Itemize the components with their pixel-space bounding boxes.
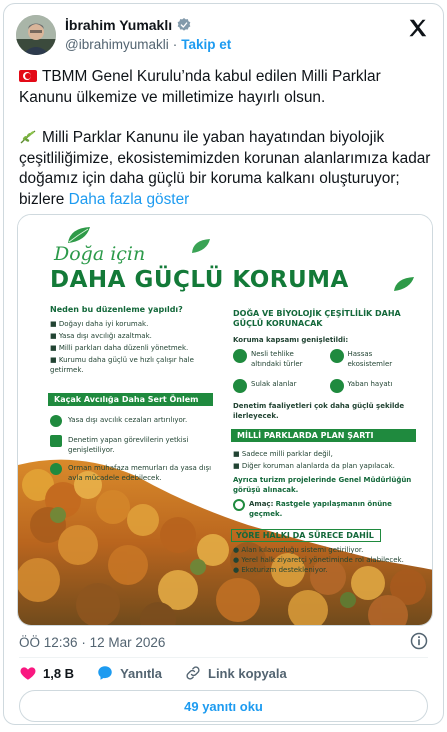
list-item: Denetim yapan görevlilerin yetkisi genişletiliyor. [50, 435, 222, 455]
herb-icon [19, 130, 37, 144]
tweet-paragraph-1: TBMM Genel Kurulu’nda kabul edilen Milli Parklar Kanunu ülkemize ve milletimize hayırlı olsun. [19, 68, 381, 106]
list-item: ● Yerel halk ziyaretçi yönetiminde rol alabilecek. [233, 556, 404, 564]
deer-icon [330, 379, 344, 393]
tweet-date: 12 Mar 2026 [89, 635, 166, 650]
left-heading: Neden bu düzenleme yapıldı? [50, 305, 183, 314]
leaf-icon [190, 237, 212, 255]
turkey-flag-icon [19, 70, 37, 82]
leaf-icon [392, 275, 416, 293]
target-icon [233, 499, 245, 511]
author-handle[interactable]: @ibrahimyumakli [65, 37, 169, 52]
goal-label: Amaç: [249, 500, 274, 508]
goal-line [233, 499, 418, 519]
tweet-image[interactable] [17, 214, 433, 626]
tweet-timestamp[interactable] [19, 635, 165, 650]
list-item: ■ Doğayı daha iyi korumak. [50, 320, 149, 328]
tweet-time: ÖÖ 12:36 [19, 635, 78, 650]
separator-dot: · [172, 37, 178, 52]
tweet-card [3, 3, 444, 725]
script-title: Doğa için [54, 243, 146, 265]
tweet-paragraph-2: Milli Parklar Kanunu ile yaban hayatından biyolojik çeşitliliğimize, ekosistemimizden korunan alanlarımıza kadar doğamız için daha güçlü bir koruma kalkanı oluşturuyor; bizlere [19, 129, 431, 208]
divider [19, 657, 428, 658]
hunting-bar: Kaçak Avcılığa Daha Sert Önlem [48, 393, 213, 406]
local-bar: YÖRE HALKI DA SÜRECE DAHİL [231, 529, 381, 542]
leaf-icon [66, 225, 92, 245]
heart-icon [19, 664, 37, 682]
read-replies-button[interactable]: 49 yanıtı oku [19, 690, 428, 722]
badge-icon [50, 415, 62, 427]
list-item: ■ Milli parkları daha düzenli yönetmek. [50, 344, 189, 352]
plan-bar: MİLLİ PARKLARDA PLAN ŞARTI [231, 429, 416, 442]
info-icon[interactable] [409, 631, 429, 651]
scope-item: Nesli tehlike altındaki türler [233, 349, 322, 369]
scope-grid [233, 349, 418, 393]
like-count: 1,8 B [43, 665, 75, 681]
action-bar [19, 664, 287, 682]
infographic [28, 223, 424, 615]
author-name[interactable]: İbrahim Yumaklı [65, 17, 173, 33]
list-item: ● Alan kılavuzluğu sistemi getiriliyor. [233, 546, 364, 554]
wetland-icon [233, 379, 247, 393]
plan-note: Ayrıca turizm projelerinde Genel Müdürlüğün görüşü alınacak. [233, 476, 412, 494]
scope-item: Hassas ekosistemler [330, 349, 419, 369]
scope-heading: Koruma kapsamı genişletildi: [233, 336, 349, 344]
reply-bubble-icon [96, 664, 114, 682]
copy-link-button[interactable] [184, 664, 287, 682]
left-list [50, 319, 210, 375]
tweet-header [16, 15, 431, 59]
copy-link-label: Link kopyala [208, 665, 287, 681]
goal-text: Rastgele yapılaşmanın önüne geçmek. [249, 500, 392, 518]
scope-item: Sulak alanlar [233, 379, 322, 393]
x-logo-icon[interactable] [407, 17, 429, 39]
main-title: DAHA GÜÇLÜ KORUMA [50, 267, 349, 293]
reply-button[interactable] [96, 664, 162, 682]
list-item: ■ Kurumu daha güçlü ve hızlı çalışır hale getirmek. [50, 356, 194, 374]
verified-badge-icon [176, 17, 192, 33]
plan-list [233, 449, 418, 471]
show-more-link[interactable]: Daha fazla göster [68, 190, 190, 208]
id-card-icon [50, 435, 62, 447]
scope-note: Denetim faaliyetleri çok daha güçlü şekilde ilerleyecek. [233, 402, 405, 420]
scope-item: Yaban hayatı [330, 379, 419, 393]
tree-icon [330, 349, 344, 363]
officer-icon [50, 463, 62, 475]
list-item: ● Ekoturizm destekleniyor. [233, 566, 328, 574]
follow-button[interactable]: Takip et [181, 37, 232, 52]
link-icon [184, 664, 202, 682]
turtle-icon [233, 349, 247, 363]
local-list [233, 545, 423, 575]
right-heading: DOĞA VE BİYOLOJİK ÇEŞİTLİLİK DAHA GÜÇLÜ KORUNACAK [233, 309, 401, 328]
list-item: Orman muhafaza memurları da yasa dışı avla mücadele edebilecek. [50, 463, 222, 483]
list-item: ■ Diğer koruman alanlarda da plan yapılacak. [233, 462, 395, 470]
separator-dot: · [81, 635, 86, 650]
list-item: ■ Sadece milli parklar değil, [233, 450, 333, 458]
like-button[interactable] [19, 664, 74, 682]
list-item: ■ Yasa dışı avcılığı azaltmak. [50, 332, 152, 340]
author-avatar[interactable] [16, 15, 56, 55]
reply-label: Yanıtla [120, 665, 162, 681]
hunting-list [50, 415, 222, 483]
list-item: Yasa dışı avcılık cezaları artırılıyor. [50, 415, 222, 427]
tweet-text [19, 67, 435, 230]
